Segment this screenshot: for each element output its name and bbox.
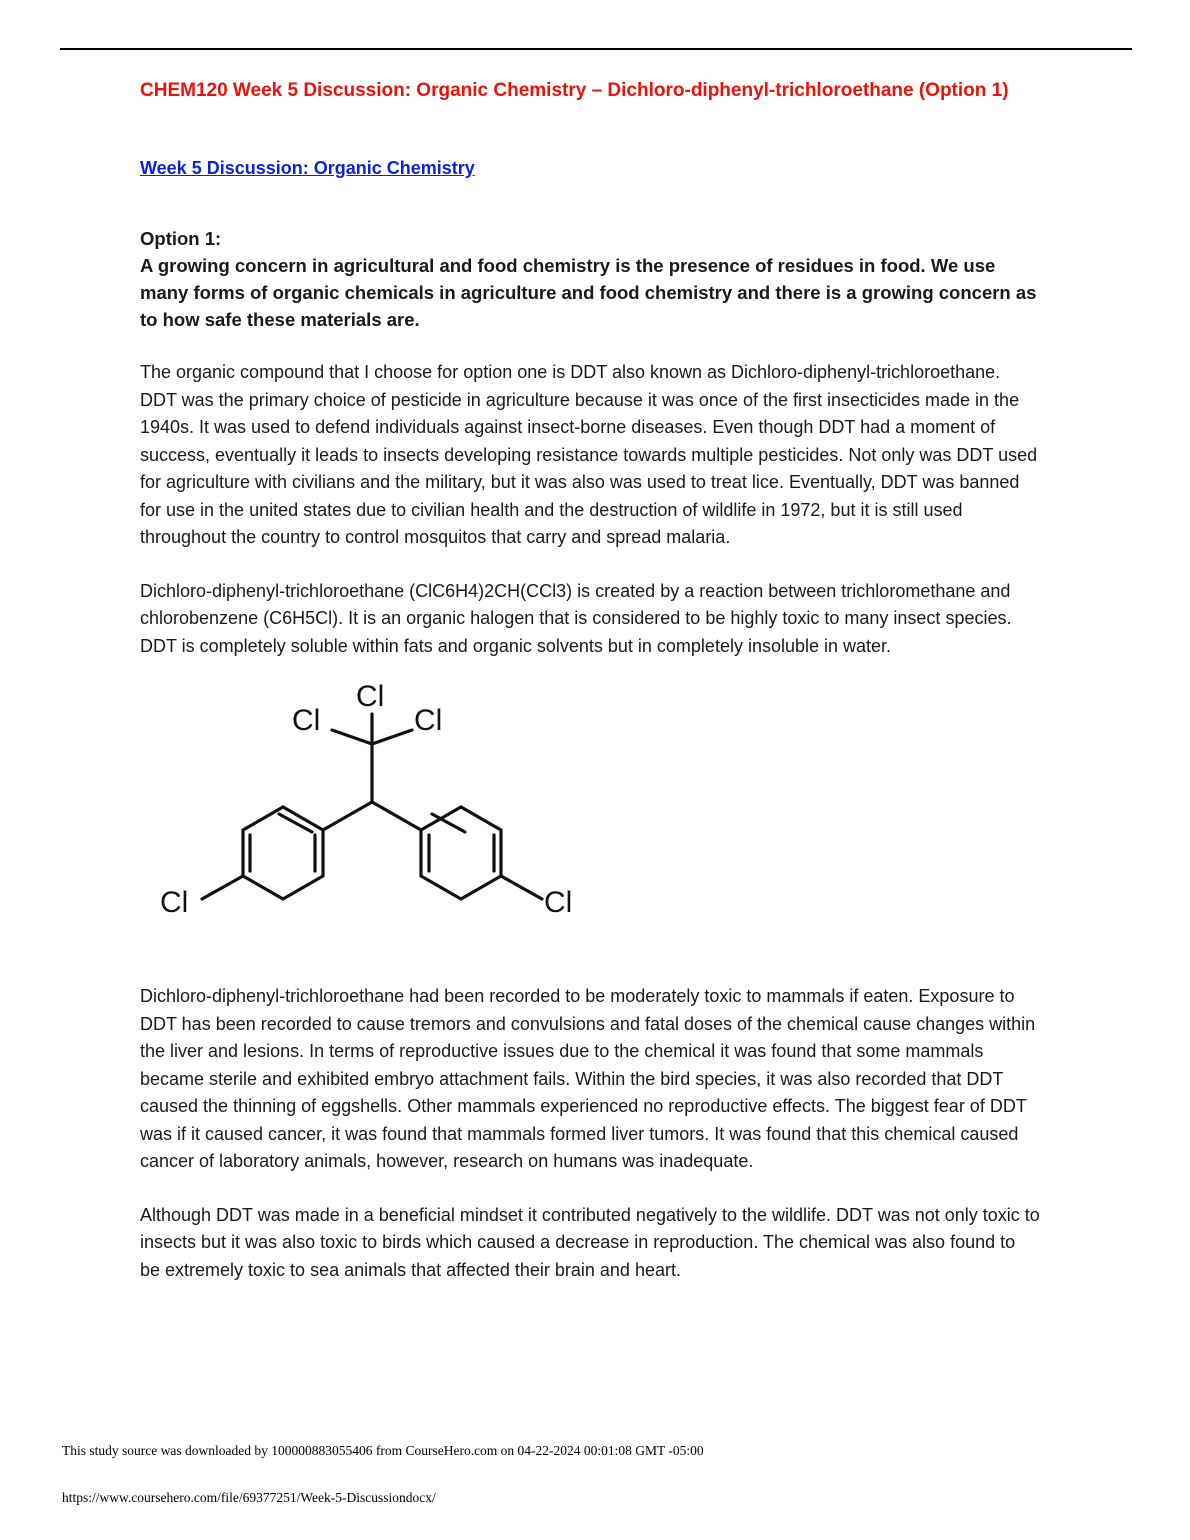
ddt-structure-diagram — [140, 682, 1040, 957]
source-url[interactable]: https://www.coursehero.com/file/69377251/Week-5-Discussiondocx/ — [62, 1490, 436, 1505]
prompt-text: A growing concern in agricultural and food chemistry is the presence of residues in food. We use many forms of organic chemicals in agriculture and food chemistry and there is a growing concern as to how safe these materials are. — [140, 255, 1037, 330]
ddt-structure-svg — [140, 682, 1040, 957]
paragraph-4: Although DDT was made in a beneficial mindset it contributed negatively to the wildlife. DDT was not only toxic to insects but it was also toxic to birds which caused a decrease in reproduction. The chemical was also found to be extremely toxic to sea animals that affected their brain and heart. — [140, 1204, 1040, 1280]
prompt-block — [140, 225, 1040, 333]
paragraph-1: The organic compound that I choose for option one is DDT also known as Dichloro-diphenyl-trichloroethane. DDT was the primary choice of pesticide in agriculture because it was once of the first insecticides made in the 1940s. It was used to defend individuals against insect-borne diseases. Even though DDT had a moment of success, eventually it leads to insects developing resistance towards multiple pesticides. Not only was DDT used for agriculture with civilians and the military, but it was also was used to treat lice. Eventually, DDT was banned for use in the united states due to civilian health and the destruction of wildlife in 1972, but it is still used throughout the country to control mosquitos that carry and spread malaria. — [140, 362, 1038, 547]
paragraph-3: Dichloro-diphenyl-trichloroethane had been recorded to be moderately toxic to mammals if eaten. Exposure to DDT has been recorded to cause tremors and convulsions and fatal doses of the chemical cause changes within the liver and lesions. In terms of reproductive issues due to the chemical it was found that some mammals became sterile and exhibited embryo attachment fails. Within the bird species, it was also recorded that DDT caused the thinning of eggshells. Other mammals experienced no reproductive effects. The biggest fear of DDT was if it caused cancer, it was found that mammals formed liver tumors. It was found that this chemical caused cancer of laboratory animals, however, research on humans was inadequate. — [140, 986, 1036, 1171]
week5-discussion-link[interactable]: Week 5 Discussion: Organic Chemistry — [140, 158, 475, 178]
header-divider — [60, 48, 1132, 50]
download-source-note: This study source was downloaded by 100000883055406 from CourseHero.com on 04-22-2024 00:01:08 GMT -05:00 — [62, 1443, 704, 1458]
document-body — [140, 78, 1040, 1284]
paragraph-2: Dichloro-diphenyl-trichloroethane (ClC6H4)2CH(CCl3) is created by a reaction between trichloromethane and chlorobenzene (C6H5Cl). It is an organic halogen that is considered to be highly toxic to many insect species. DDT is completely soluble within fats and organic solvents but in completely insoluble in water. — [140, 580, 1012, 656]
page-title: CHEM120 Week 5 Discussion: Organic Chemistry – Dichloro-diphenyl-trichloroethane (Option 1) — [140, 80, 1009, 101]
label-cl-upper-left: Cl — [292, 704, 321, 737]
option-label: Option 1: — [140, 228, 222, 249]
label-cl-upper-right: Cl — [414, 704, 443, 737]
label-cl-top: Cl — [356, 682, 385, 713]
label-cl-lower-right: Cl — [544, 886, 573, 919]
label-cl-lower-left: Cl — [160, 886, 189, 919]
